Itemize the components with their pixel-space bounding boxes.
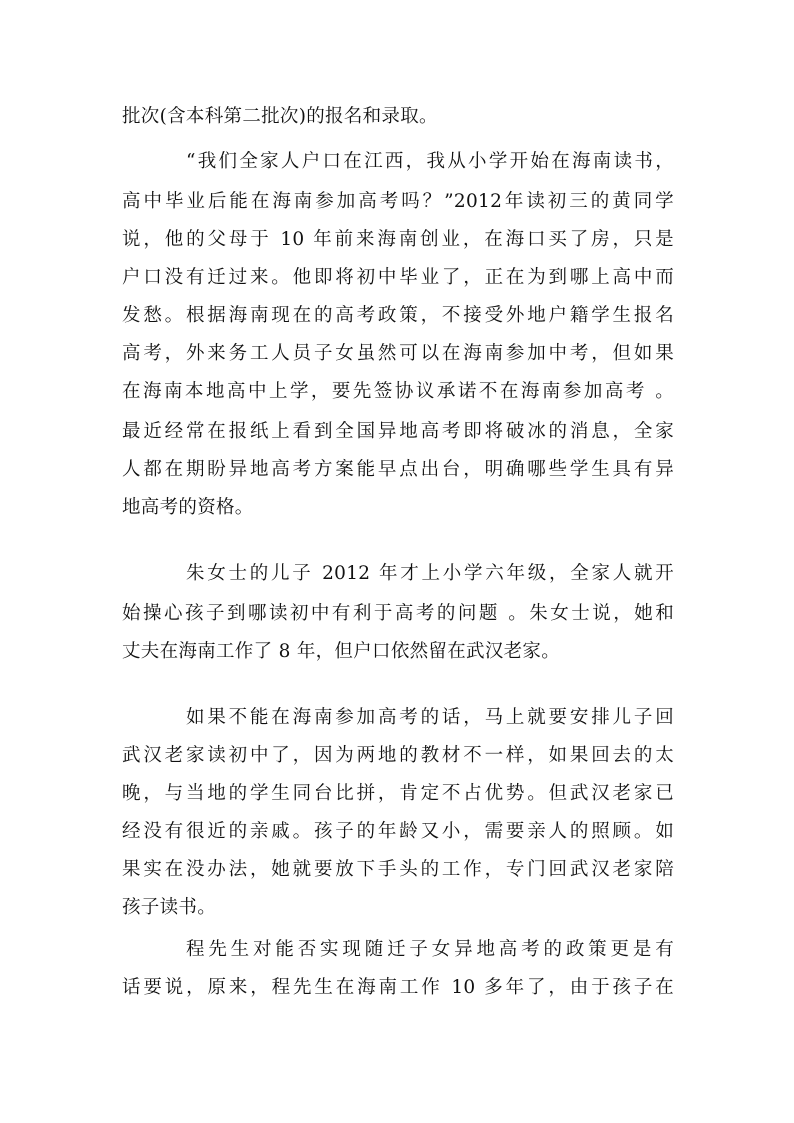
text-line: 户口没有迁过来。他即将初中毕业了，正在为到哪上高中而	[122, 267, 674, 288]
text-line: 在海南本地高中上学，要先签协议承诺不在海南参加高考 。	[122, 381, 674, 402]
text-line: 发愁。根据海南现在的高考政策，不接受外地户籍学生报名	[122, 305, 674, 326]
text-line: 最近经常在报纸上看到全国异地高考即将破冰的消息，全家	[122, 421, 674, 442]
text-line: 晚，与当地的学生同台比拼，肯定不占优势。但武汉老家已	[122, 783, 674, 804]
text-line: 人都在期盼异地高考方案能早点出台，明确哪些学生具有异	[122, 459, 674, 480]
text-line: 如果不能在海南参加高考的话，马上就要安排儿子回	[186, 707, 674, 728]
text-line: 说，他的父母于 10 年前来海南创业，在海口买了房，只是	[122, 229, 674, 250]
text-line: 朱女士的儿子 2012 年才上小学六年级，全家人就开	[186, 563, 674, 584]
text-line: 批次(含本科第二批次)的报名和录取。	[122, 106, 438, 127]
text-line: 高中毕业后能在海南参加高考吗？”2012年读初三的黄同学	[122, 191, 674, 212]
text-line: 高考，外来务工人员子女虽然可以在海南参加中考，但如果	[122, 343, 674, 364]
text-line: 武汉老家读初中了，因为两地的教材不一样，如果回去的太	[122, 745, 674, 766]
text-line: 地高考的资格。	[122, 497, 254, 518]
text-line: “我们全家人户口在江西，我从小学开始在海南读书，	[186, 151, 674, 172]
text-line: 果实在没办法，她就要放下手头的工作，专门回武汉老家陪	[122, 859, 674, 880]
text-line: 经没有很近的亲戚。孩子的年龄又小，需要亲人的照顾。如	[122, 821, 674, 842]
text-line: 始操心孩子到哪读初中有利于高考的问题 。朱女士说，她和	[122, 603, 674, 624]
text-line: 话要说，原来，程先生在海南工作 10 多年了，由于孩子在	[122, 977, 674, 998]
text-line: 程先生对能否实现随迁子女异地高考的政策更是有	[186, 939, 674, 960]
text-line: 孩子读书。	[122, 897, 217, 918]
text-line: 丈夫在海南工作了 8 年，但户口依然留在武汉老家。	[122, 641, 561, 662]
